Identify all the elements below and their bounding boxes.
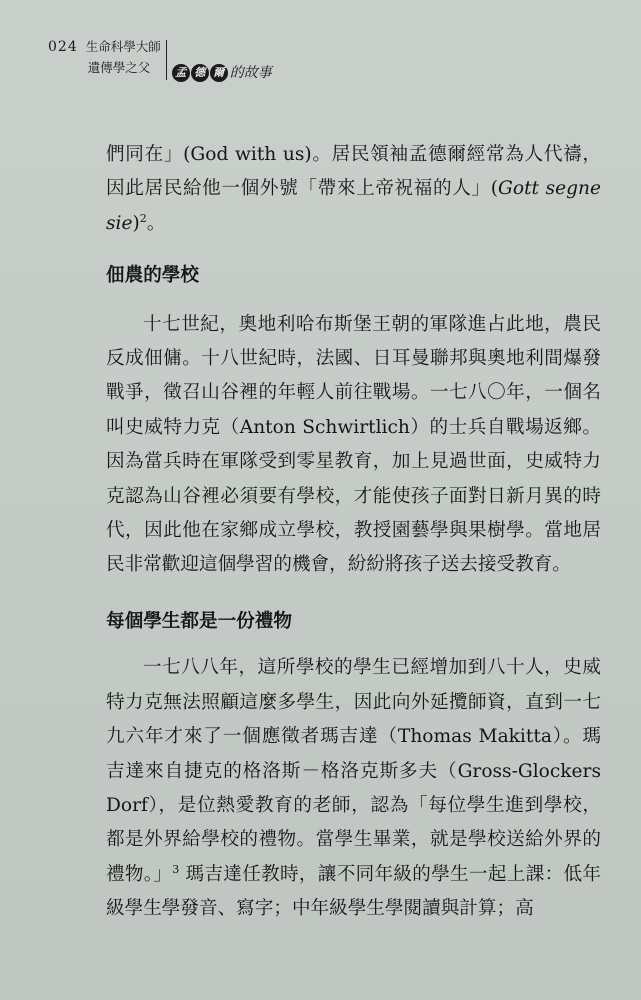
header-divider xyxy=(166,40,167,80)
footnote-ref-3: 3 xyxy=(172,862,180,876)
series-subtitle: 遺傳學之父 xyxy=(87,60,151,75)
paragraph-2: 十七世紀，奧地利哈布斯堡王朝的軍隊進占此地，農民反成佃傭。十八世紀時，法國、日耳曼聯邦與奧地利間爆發戰爭，徵召山谷裡的年輕人前往戰場。一七八〇年，一個名叫史威特力克（Anton Schwirtlich）的士兵自戰場返鄉。因為當兵時在軍隊受到零星教育，加上見過世面，史威特力克認為山谷裡必須要有學校，才能使孩子面對日新月異的時代，因此他在家鄉成立學校，教授園藝學與果樹學。當地居民非常歡迎這個學習的機會，紛紛將孩子送去接受教育。 xyxy=(106,313,601,576)
name-logo-char-3: 爾 xyxy=(210,64,228,82)
paragraph-1-close: ) xyxy=(132,212,140,234)
paragraph-3-cont: 瑪吉達任教時，讓不同年級的學生一起上課：低年級學生學發音、寫字；中年級學生學閱讀與計算；高 xyxy=(106,863,601,920)
series-title: 生命科學大師 xyxy=(85,39,161,54)
paragraph-1-end: 。 xyxy=(146,212,166,234)
paragraph-1-text: 們同在」(God with us)。居民領袖孟德爾經常為人代禱，因此居民給他一個外號「帶來上帝祝福的人」( xyxy=(106,144,601,200)
name-logo-char-1: 孟 xyxy=(172,64,190,82)
paragraph-continued xyxy=(106,138,601,241)
paragraph-3 xyxy=(106,651,601,926)
book-title xyxy=(172,36,272,82)
page-number: 024 xyxy=(48,39,78,55)
footnote-ref-2: 2 xyxy=(139,211,147,225)
series-block xyxy=(86,36,161,78)
main-text xyxy=(106,138,601,927)
name-logo xyxy=(172,64,228,82)
section-heading-1: 佃農的學校 xyxy=(106,265,199,287)
running-header xyxy=(48,36,272,88)
german-phrase: Gott segne sie xyxy=(106,178,601,234)
name-logo-char-2: 德 xyxy=(191,64,209,82)
book-title-rest: 的故事 xyxy=(229,65,272,81)
paragraph-3-text: 一七八八年，這所學校的學生已經增加到八十人，史威特力克無法照顧這麼多學生，因此向外延攬師資，直到一七九六年才來了一個應徵者瑪吉達（Thomas Makitta）。瑪吉達來自捷克的格洛斯－格洛克斯多夫（Gross-Glockers Dorf），是位熱愛教育的老師，認為「每位學生進到學校，都是外界給學校的禮物。當學生畢業，就是學校送給外界的禮物。」 xyxy=(106,657,601,885)
section-heading-2: 每個學生都是一份禮物 xyxy=(106,610,292,632)
